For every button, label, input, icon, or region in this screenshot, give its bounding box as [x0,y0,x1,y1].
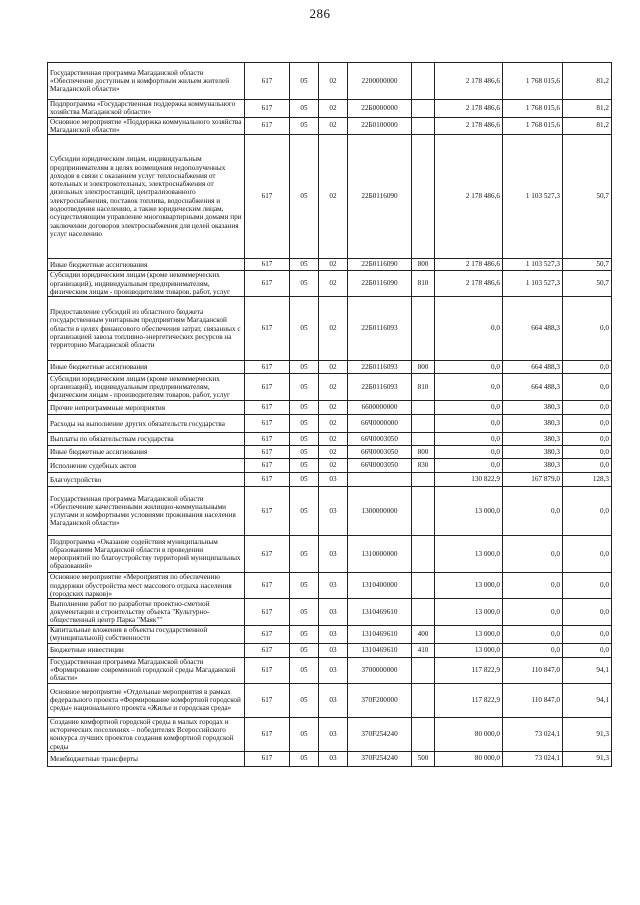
cell-grbs: 617 [245,717,290,751]
table-row [48,487,612,536]
cell-percent: 94,1 [563,683,612,717]
row-name: Основное мероприятие «Мероприятия по обеспечению поддержки обустройства мест массового отдыха населения (городских парков)» [48,573,245,599]
cell-actual: 167 879,0 [503,473,563,487]
cell-section: 05 [290,573,319,599]
cell-target-code: 3700000000 [348,657,412,683]
cell-planned: 0,0 [435,374,503,401]
cell-percent: 0,0 [563,536,612,573]
cell-percent: 81,2 [563,100,612,118]
cell-actual: 380,3 [503,415,563,433]
cell-planned: 0,0 [435,401,503,415]
cell-section: 05 [290,401,319,415]
cell-subsection: 03 [319,657,348,683]
row-name: Государственная программа Магаданской области «Обеспечение доступным и комфортным жильем жителей Магаданской области» [48,63,245,100]
page-number: 286 [309,6,331,21]
cell-expense-type [412,100,435,118]
cell-grbs: 617 [245,100,290,118]
table-row [48,374,612,401]
cell-target-code: 1310469610 [348,643,412,657]
cell-target-code: 370F200000 [348,683,412,717]
table-row [48,599,612,626]
row-name: Расходы на выполнение других обязательств государства [48,415,245,433]
cell-subsection: 02 [319,135,348,259]
cell-target-code: 1310000000 [348,536,412,573]
cell-planned: 130 822,9 [435,473,503,487]
cell-grbs: 617 [245,657,290,683]
row-name: Капитальные вложения в объекты государственной (муниципальной) собственности [48,626,245,644]
cell-percent: 50,7 [563,135,612,259]
cell-subsection: 03 [319,536,348,573]
cell-percent: 91,3 [563,717,612,751]
cell-planned: 2 178 486,6 [435,135,503,259]
cell-subsection: 03 [319,573,348,599]
cell-planned: 0,0 [435,446,503,459]
cell-section: 05 [290,643,319,657]
cell-actual: 0,0 [503,643,563,657]
row-name: Субсидии юридическим лицам (кроме некоммерческих организаций), индивидуальным предпринимателям, физическим лицам - производителям товаров, работ, услуг [48,271,245,297]
cell-expense-type [412,117,435,135]
cell-actual: 73 024,1 [503,751,563,766]
cell-expense-type: 800 [412,446,435,459]
row-name: Межбюджетные трансферты [48,751,245,766]
cell-planned: 2 178 486,6 [435,271,503,297]
cell-expense-type: 410 [412,643,435,657]
cell-expense-type [412,487,435,536]
cell-grbs: 617 [245,446,290,459]
cell-section: 05 [290,446,319,459]
cell-target-code: 370F254240 [348,751,412,766]
table-row [48,446,612,459]
cell-actual: 1 103 527,3 [503,271,563,297]
cell-actual: 0,0 [503,626,563,644]
cell-expense-type: 500 [412,751,435,766]
cell-planned: 13 000,0 [435,573,503,599]
cell-planned: 2 178 486,6 [435,117,503,135]
cell-target-code: 66Ч0003050 [348,446,412,459]
cell-planned: 0,0 [435,459,503,473]
cell-target-code: 66Ч0003050 [348,459,412,473]
cell-planned: 80 000,0 [435,717,503,751]
row-name: Предоставление субсидий из областного бюджета государственным унитарным предприятиям Магаданской области в целях финансового обеспечения затрат, связанных с организацией завоза топливно-энергетических ресурсов на территорию Магаданской области [48,297,245,361]
cell-section: 05 [290,271,319,297]
cell-subsection: 02 [319,63,348,100]
table-row [48,626,612,644]
cell-expense-type: 830 [412,459,435,473]
cell-section: 05 [290,117,319,135]
cell-percent: 50,7 [563,271,612,297]
cell-expense-type [412,297,435,361]
row-name: Иные бюджетные ассигнования [48,446,245,459]
cell-expense-type [412,473,435,487]
cell-grbs: 617 [245,271,290,297]
cell-subsection: 03 [319,683,348,717]
cell-actual: 664 488,3 [503,361,563,374]
cell-section: 05 [290,100,319,118]
cell-expense-type [412,415,435,433]
cell-target-code: 22Б0116093 [348,374,412,401]
table-row [48,401,612,415]
cell-actual: 380,3 [503,433,563,446]
cell-grbs: 617 [245,401,290,415]
cell-section: 05 [290,473,319,487]
row-name: Иные бюджетные ассигнования [48,259,245,271]
table-row [48,683,612,717]
cell-percent: 81,2 [563,117,612,135]
cell-section: 05 [290,683,319,717]
cell-actual: 1 768 015,6 [503,63,563,100]
cell-subsection: 03 [319,626,348,644]
row-name: Основное мероприятие «Отдельные мероприятия в рамках федерального проекта «Формирование комфортной городской среды» национального проекта «Жилье и городская среда» [48,683,245,717]
cell-grbs: 617 [245,626,290,644]
cell-percent: 0,0 [563,374,612,401]
cell-actual: 0,0 [503,487,563,536]
cell-section: 05 [290,135,319,259]
cell-actual: 110 847,0 [503,683,563,717]
cell-subsection: 03 [319,599,348,626]
cell-grbs: 617 [245,117,290,135]
cell-actual: 110 847,0 [503,657,563,683]
table-row [48,117,612,135]
cell-subsection: 02 [319,401,348,415]
cell-grbs: 617 [245,259,290,271]
cell-percent: 0,0 [563,599,612,626]
cell-subsection: 02 [319,415,348,433]
cell-percent: 0,0 [563,573,612,599]
cell-section: 05 [290,717,319,751]
table-row [48,717,612,751]
cell-expense-type [412,536,435,573]
cell-grbs: 617 [245,415,290,433]
cell-actual: 73 024,1 [503,717,563,751]
table-body [48,63,612,767]
cell-target-code: 22Б0116093 [348,361,412,374]
cell-actual: 380,3 [503,459,563,473]
cell-planned: 2 178 486,6 [435,259,503,271]
table-row [48,135,612,259]
cell-section: 05 [290,433,319,446]
cell-grbs: 617 [245,374,290,401]
cell-expense-type [412,401,435,415]
cell-subsection: 02 [319,446,348,459]
row-name: Прочие непрограммные мероприятия [48,401,245,415]
cell-target-code [348,473,412,487]
cell-actual: 664 488,3 [503,297,563,361]
cell-percent: 0,0 [563,459,612,473]
cell-percent: 91,3 [563,751,612,766]
table-row [48,573,612,599]
cell-percent: 0,0 [563,401,612,415]
table-row [48,297,612,361]
cell-percent: 0,0 [563,446,612,459]
row-name: Подпрограмма «Оказание содействия муниципальным образованиям Магаданской области в проведении мероприятий по благоустройству территорий муниципальных образований» [48,536,245,573]
table-row [48,536,612,573]
table-row [48,751,612,766]
cell-expense-type [412,63,435,100]
cell-section: 05 [290,259,319,271]
cell-planned: 13 000,0 [435,536,503,573]
cell-section: 05 [290,487,319,536]
cell-target-code: 22Б0100000 [348,117,412,135]
cell-subsection: 03 [319,751,348,766]
cell-planned: 0,0 [435,433,503,446]
cell-subsection: 02 [319,297,348,361]
cell-percent: 0,0 [563,433,612,446]
cell-subsection: 02 [319,361,348,374]
cell-actual: 0,0 [503,573,563,599]
cell-percent: 0,0 [563,361,612,374]
cell-planned: 13 000,0 [435,643,503,657]
cell-percent: 0,0 [563,487,612,536]
cell-subsection: 02 [319,100,348,118]
cell-section: 05 [290,297,319,361]
cell-subsection: 02 [319,271,348,297]
cell-expense-type: 810 [412,271,435,297]
cell-section: 05 [290,415,319,433]
cell-percent: 0,0 [563,643,612,657]
cell-actual: 664 488,3 [503,374,563,401]
cell-actual: 0,0 [503,536,563,573]
cell-percent: 128,3 [563,473,612,487]
cell-target-code: 66Ч0000000 [348,415,412,433]
cell-expense-type: 800 [412,259,435,271]
cell-target-code: 22Б0116090 [348,271,412,297]
cell-planned: 13 000,0 [435,599,503,626]
cell-planned: 0,0 [435,297,503,361]
cell-grbs: 617 [245,433,290,446]
cell-percent: 0,0 [563,626,612,644]
table-row [48,415,612,433]
table-row [48,643,612,657]
cell-grbs: 617 [245,599,290,626]
budget-table [47,62,612,767]
cell-planned: 0,0 [435,415,503,433]
cell-target-code: 1310400000 [348,573,412,599]
cell-percent: 50,7 [563,259,612,271]
cell-subsection: 02 [319,433,348,446]
cell-grbs: 617 [245,536,290,573]
cell-grbs: 617 [245,297,290,361]
cell-expense-type [412,135,435,259]
row-name: Выплаты по обязательствам государства [48,433,245,446]
table-row [48,259,612,271]
cell-actual: 1 768 015,6 [503,100,563,118]
cell-grbs: 617 [245,643,290,657]
cell-percent: 0,0 [563,297,612,361]
cell-grbs: 617 [245,751,290,766]
cell-planned: 13 000,0 [435,626,503,644]
cell-actual: 380,3 [503,446,563,459]
cell-expense-type [412,433,435,446]
row-name: Субсидии юридическим лицам, индивидуальным предпринимателям в целях возмещения недополученных доходов в связи с оказанием услуг теплоснабжения от котельных и электрокотельных, электроснабжения от дизельных электростанций, централизованного электроснабжения, поставок топлива, водоснабжения и водоотведения населению, а также юридическим лицам, осуществляющим управление многоквартирными домами при заключении договоров электроснабжения для целей оказания услуг населению [48,135,245,259]
table-row [48,657,612,683]
cell-expense-type [412,657,435,683]
cell-section: 05 [290,63,319,100]
cell-target-code: 6600000000 [348,401,412,415]
cell-subsection: 02 [319,259,348,271]
cell-section: 05 [290,459,319,473]
cell-planned: 0,0 [435,361,503,374]
row-name: Субсидии юридическим лицам (кроме некоммерческих организаций), индивидуальным предпринимателям, физическим лицам - производителям товаров, работ, услуг [48,374,245,401]
cell-section: 05 [290,599,319,626]
cell-expense-type: 810 [412,374,435,401]
cell-actual: 1 103 527,3 [503,259,563,271]
cell-section: 05 [290,361,319,374]
cell-target-code: 22Б0116090 [348,259,412,271]
cell-grbs: 617 [245,459,290,473]
cell-grbs: 617 [245,135,290,259]
cell-percent: 94,1 [563,657,612,683]
cell-actual: 1 768 015,6 [503,117,563,135]
table-row [48,100,612,118]
cell-target-code: 22Б0000000 [348,100,412,118]
cell-expense-type [412,717,435,751]
cell-planned: 2 178 486,6 [435,63,503,100]
cell-target-code: 22Б0116093 [348,297,412,361]
cell-grbs: 617 [245,361,290,374]
row-name: Создание комфортной городской среды в малых городах и исторических поселениях – победителях Всероссийского конкурса лучших проектов создания комфортной городской среды [48,717,245,751]
cell-subsection: 02 [319,459,348,473]
cell-planned: 117 822,9 [435,657,503,683]
table-row [48,361,612,374]
cell-target-code: 1300000000 [348,487,412,536]
row-name: Иные бюджетные ассигнования [48,361,245,374]
cell-expense-type: 800 [412,361,435,374]
cell-target-code: 1310469610 [348,626,412,644]
cell-planned: 117 822,9 [435,683,503,717]
cell-target-code: 22Б0116090 [348,135,412,259]
cell-expense-type [412,683,435,717]
table-row [48,63,612,100]
cell-expense-type [412,599,435,626]
cell-planned: 13 000,0 [435,487,503,536]
cell-section: 05 [290,536,319,573]
cell-grbs: 617 [245,473,290,487]
cell-expense-type [412,573,435,599]
cell-grbs: 617 [245,487,290,536]
cell-target-code: 370F254240 [348,717,412,751]
row-name: Выполнение работ по разработке проектно-сметной документации и строительству объекта "Культурно-общественный центр Парка "Маяк"" [48,599,245,626]
row-name: Государственная программа Магаданской области «Обеспечение качественными жилищно-коммунальными услугами и комфортными условиями проживания населения Магаданской области» [48,487,245,536]
table-row [48,433,612,446]
cell-section: 05 [290,626,319,644]
row-name: Основное мероприятие «Поддержка коммунального хозяйства Магаданской области» [48,117,245,135]
cell-percent: 0,0 [563,415,612,433]
row-name: Подпрограмма «Государственная поддержка коммунального хозяйства Магаданской области» [48,100,245,118]
cell-planned: 2 178 486,6 [435,100,503,118]
cell-target-code: 1310469610 [348,599,412,626]
table-row [48,271,612,297]
cell-percent: 81,2 [563,63,612,100]
cell-section: 05 [290,751,319,766]
cell-subsection: 03 [319,643,348,657]
cell-grbs: 617 [245,63,290,100]
cell-actual: 1 103 527,3 [503,135,563,259]
cell-subsection: 02 [319,117,348,135]
row-name: Бюджетные инвестиции [48,643,245,657]
row-name: Государственная программа Магаданской области «Формирование современной городской среды Магаданской области» [48,657,245,683]
cell-subsection: 02 [319,374,348,401]
cell-subsection: 03 [319,473,348,487]
row-name: Благоустройство [48,473,245,487]
table-row [48,459,612,473]
cell-subsection: 03 [319,717,348,751]
cell-target-code: 66Ч0003050 [348,433,412,446]
cell-actual: 380,3 [503,401,563,415]
row-name: Исполнение судебных актов [48,459,245,473]
cell-target-code: 2200000000 [348,63,412,100]
cell-section: 05 [290,657,319,683]
cell-expense-type: 400 [412,626,435,644]
table-row [48,473,612,487]
cell-grbs: 617 [245,683,290,717]
cell-actual: 0,0 [503,599,563,626]
cell-grbs: 617 [245,573,290,599]
cell-section: 05 [290,374,319,401]
cell-subsection: 03 [319,487,348,536]
cell-planned: 80 000,0 [435,751,503,766]
